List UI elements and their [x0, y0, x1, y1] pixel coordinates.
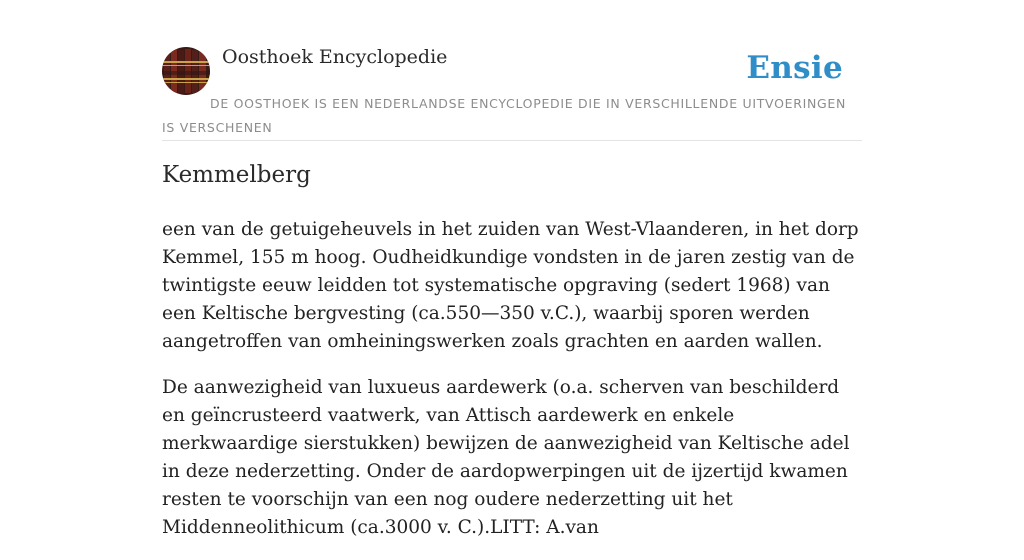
article-paragraph: De aanwezigheid van luxueus aardewerk (o.a. scherven van beschilderd en geïncrusteerd vaatwerk, van Attisch aardewerk en enkele merkwaardige sierstukken) bewijzen de aanwezigheid van Keltische adel in deze nederzetting. Onder de aardopwerpingen uit de ijzertijd kwamen resten te voorschijn van een nog oudere nederzetting uit het Middenneolithicum (ca.3000 v. C.).LITT: A.van: [162, 377, 850, 538]
article-title: Kemmelberg: [162, 162, 311, 188]
books-icon: [162, 47, 210, 95]
article-body: [162, 216, 862, 560]
site-tagline: DE OOSTHOEK IS EEN NEDERLANDSE ENCYCLOPEDIE DIE IN VERSCHILLENDE UITVOERINGEN IS VERSCHENEN: [162, 96, 847, 135]
page-container: [162, 0, 862, 538]
ensie-logo[interactable]: Ensie: [746, 50, 843, 86]
encyclopedia-books-avatar[interactable]: [162, 47, 210, 95]
site-name[interactable]: Oosthoek Encyclopedie: [222, 46, 448, 68]
site-header: [162, 0, 862, 141]
article-paragraph: een van de getuigeheuvels in het zuiden van West-Vlaanderen, in het dorp Kemmel, 155 m hoog. Oudheidkundige vondsten in de jaren zestig van de twintigste eeuw leidden tot systematische opgraving (sedert 1968) van een Keltische bergvesting (ca.550—350 v.C.), waarbij sporen werden aangetroffen van omheiningswerken zoals grachten en aarden wallen.: [162, 219, 859, 352]
